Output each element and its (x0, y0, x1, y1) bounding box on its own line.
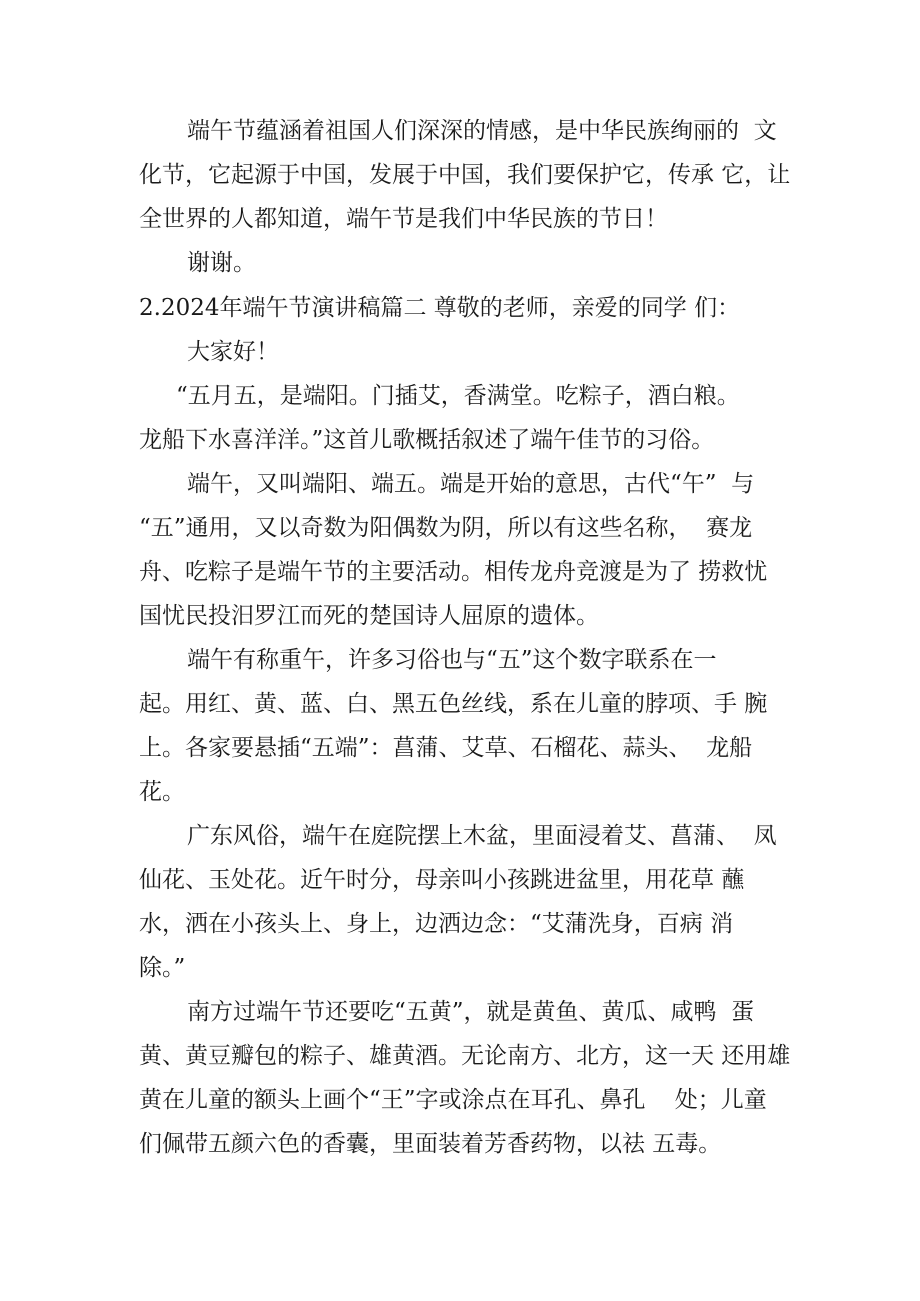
text-line-17: 广东风俗，端午在庭院摆上木盆，里面浸着艾、菖蒲、 凤 (187, 823, 777, 849)
text-line-2: 化节，它起源于中国，发展于中国，我们要保护它，传承 它，让 (139, 162, 791, 188)
text-line-22: 黄、黄豆瓣包的粽子、雄黄酒。无论南方、北方，这一天 还用雄 (139, 1043, 791, 1069)
text-line-10: “五”通用，又以奇数为阳偶数为阴，所以有这些名称， 赛龙 (139, 515, 753, 541)
text-line-19: 水，洒在小孩头上、身上，边洒边念：“艾蒲洗身，百病 消 (139, 911, 734, 937)
text-line-12: 国忧民投汨罗江而死的楚国诗人屈原的遗体。 (139, 603, 599, 629)
text-line-23: 黄在儿童的额头上画个“王”字或涂点在耳孔、鼻孔 处；儿童 (139, 1087, 767, 1113)
text-line-20: 除。” (139, 955, 186, 981)
text-line-6: 大家好！ (187, 339, 279, 365)
text-line-18: 仙花、玉处花。近午时分，母亲叫小孩跳进盆里，用花草 蘸 (139, 867, 745, 893)
text-line-13: 端午有称重午，许多习俗也与“五”这个数字联系在一 (187, 647, 717, 673)
text-line-7: “五月五，是端阳。门插艾，香满堂。吃粽子，酒白粮。 (176, 383, 740, 409)
text-line-3: 全世界的人都知道，端午节是我们中华民族的节日！ (139, 206, 668, 232)
text-line-21: 南方过端午节还要吃“五黄”，就是黄鱼、黄瓜、咸鸭 蛋 (187, 999, 755, 1025)
text-line-24: 们佩带五颜六色的香囊，里面装着芳香药物，以祛 五毒。 (139, 1131, 722, 1157)
text-line-11: 舟、吃粽子是端午节的主要活动。相传龙舟竞渡是为了 捞救忧 (139, 559, 768, 585)
text-line-14: 起。用红、黄、蓝、白、黑五色丝线，系在儿童的脖项、手 腕 (139, 691, 768, 717)
text-line-15: 上。各家要悬插“五端”：菖蒲、艾草、石榴花、蒜头、 龙船 (139, 735, 753, 761)
section-heading: 2.2024年端午节演讲稿篇二 尊敬的老师，亲爱的同学 们： (139, 295, 741, 321)
text-line-9: 端午，又叫端阳、端五。端是开始的意思，古代“午” 与 (187, 471, 755, 497)
text-line-4: 谢谢。 (187, 250, 256, 276)
text-line-8: 龙船下水喜洋洋。”这首儿歌概括叙述了端午佳节的习俗。 (139, 427, 715, 453)
text-line-16: 花。 (139, 779, 185, 805)
text-line-1: 端午节蕴涵着祖国人们深深的情感，是中华民族绚丽的 文 (187, 118, 777, 144)
